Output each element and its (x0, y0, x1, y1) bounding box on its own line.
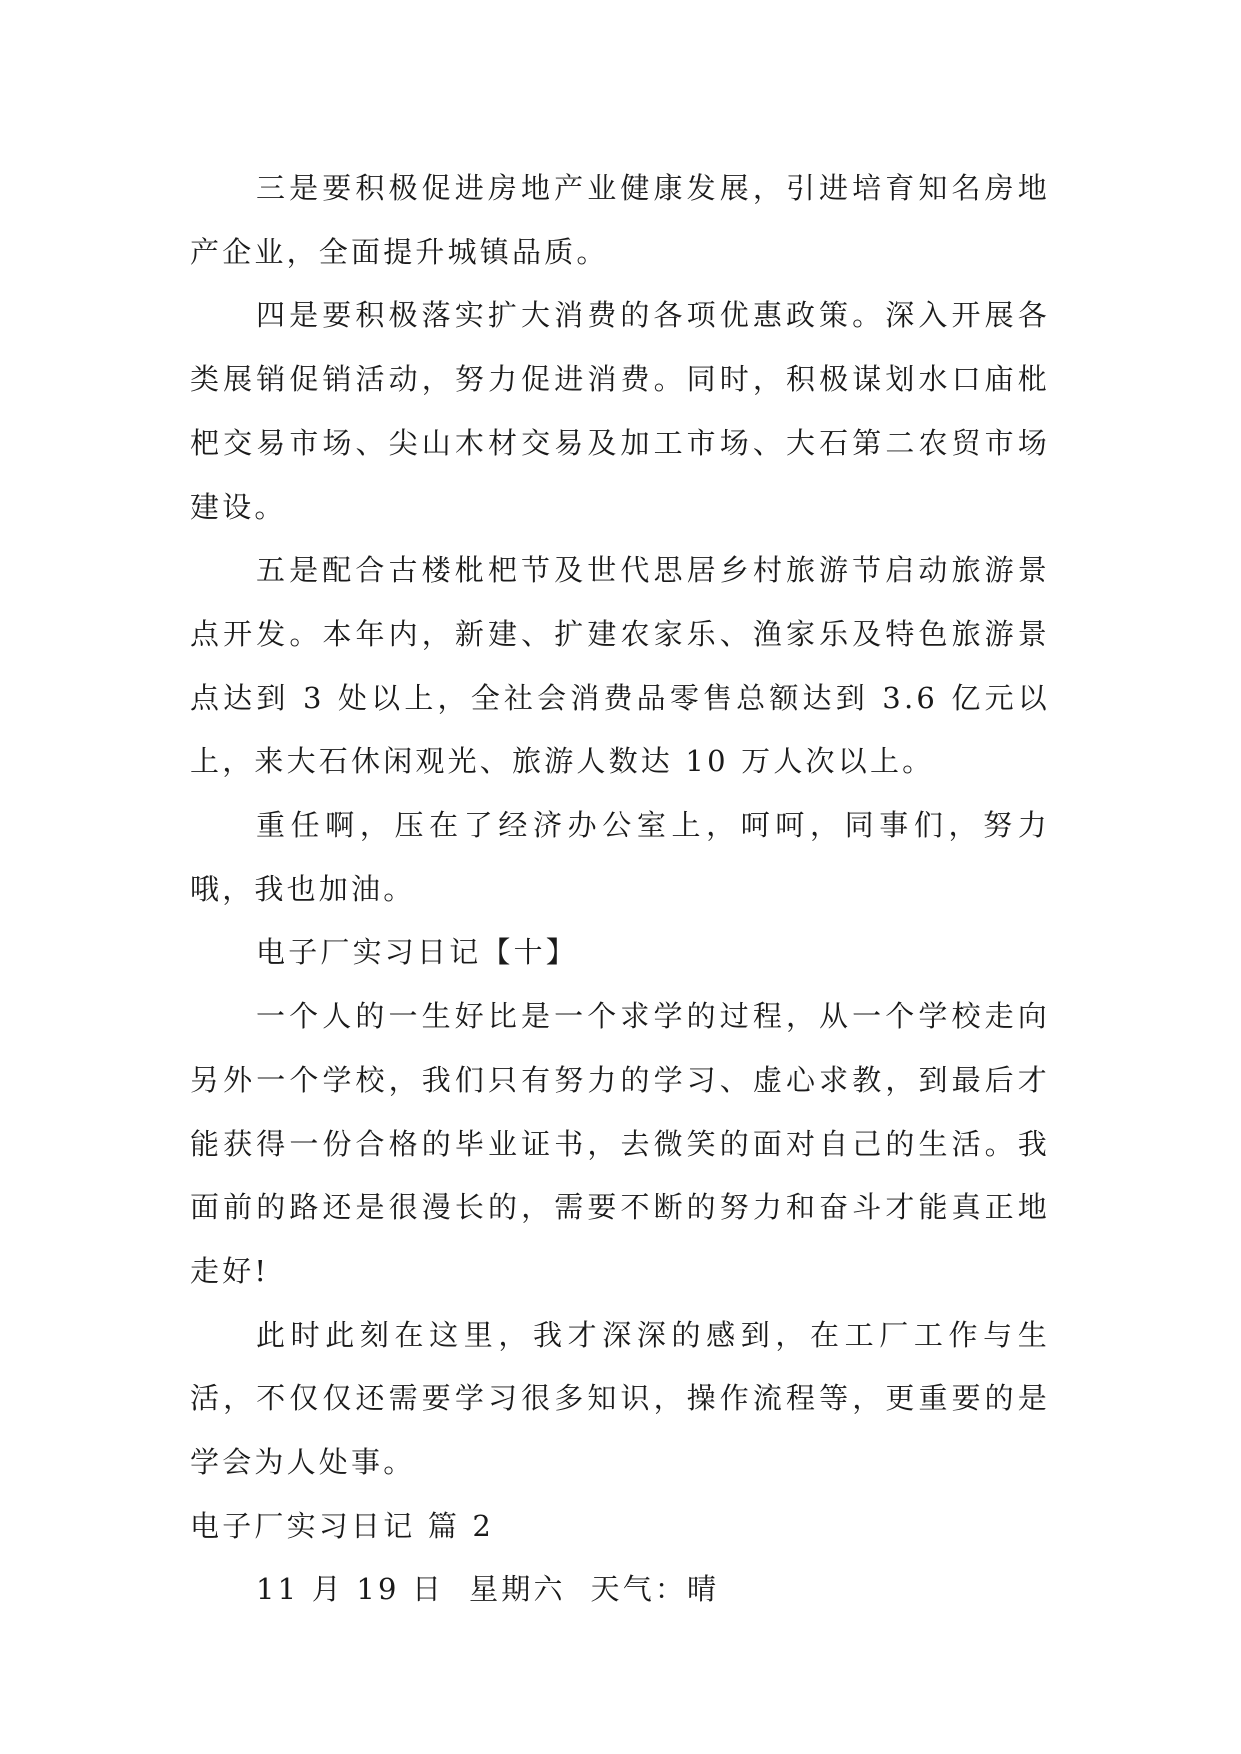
paragraph-consumption: 四是要积极落实扩大消费的各项优惠政策。深入开展各类展销促销活动，努力促进消费。同时，积极谋划水口庙枇杷交易市场、尖山木材交易及加工市场、大石第二农贸市场建设。 (190, 298, 1050, 524)
diary-date-line: 11 月 19 日 星期六 天气：晴 (256, 1572, 720, 1607)
paragraph-closing: 重任啊，压在了经济办公室上，呵呵，同事们，努力哦，我也加油。 (190, 808, 1050, 906)
section-title: 电子厂实习日记 篇 2 (190, 1508, 495, 1543)
paragraph-tourism: 五是配合古楼枇杷节及世代思居乡村旅游节启动旅游景点开发。本年内，新建、扩建农家乐、渔家乐及特色旅游景点达到 3 处以上，全社会消费品零售总额达到 3.6 亿元以上，来大石休闲观光、旅游人数达 10 万人次以上。 (190, 553, 1050, 779)
document-page (190, 157, 1050, 1622)
diary-heading: 电子厂实习日记【十】 (256, 935, 579, 970)
paragraph-factory-work: 此时此刻在这里，我才深深的感到，在工厂工作与生活，不仅仅还需要学习很多知识，操作流程等，更重要的是学会为人处事。 (190, 1317, 1050, 1480)
paragraph-real-estate: 三是要积极促进房地产业健康发展，引进培育知名房地产企业，全面提升城镇品质。 (190, 171, 1050, 269)
paragraph-life-learning: 一个人的一生好比是一个求学的过程，从一个学校走向另外一个学校，我们只有努力的学习、虚心求教，到最后才能获得一份合格的毕业证书，去微笑的面对自己的生活。我面前的路还是很漫长的，需要不断的努力和奋斗才能真正地走好! (190, 999, 1050, 1288)
